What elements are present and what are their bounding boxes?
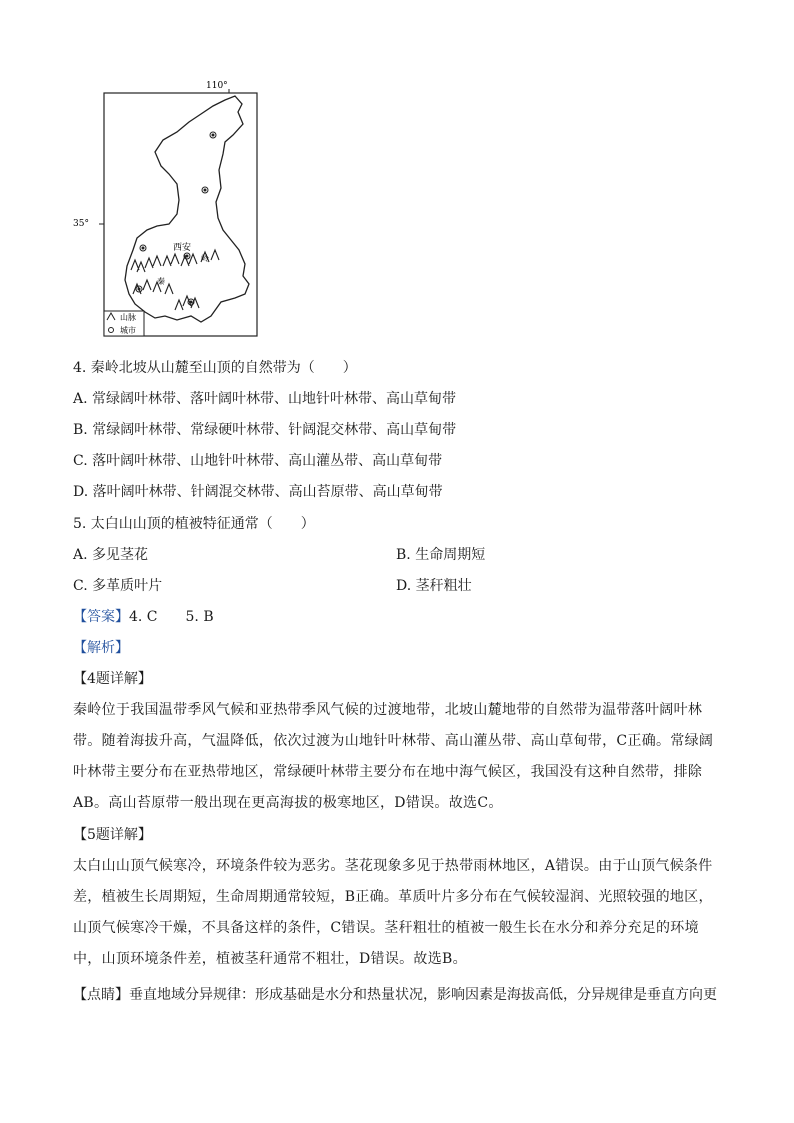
ridge-label: 岭 xyxy=(201,254,209,263)
question-4-option-a: A. 常绿阔叶林带、落叶阔叶林带、山地针叶林带、高山草甸带 xyxy=(73,391,457,407)
question-4-option-b: B. 常绿阔叶林带、常绿硬叶林带、针阔混交林带、高山草甸带 xyxy=(73,422,457,438)
tip-text: 垂直地域分异规律：形成基础是水分和热量状况，影响因素是海拔高低，分异规律是垂直方向更 xyxy=(129,987,717,1003)
question-4-option-c: C. 落叶阔叶林带、山地针叶林带、高山灌丛带、高山草甸带 xyxy=(73,453,443,469)
detail-4-title: 【4题详解】 xyxy=(73,671,152,687)
question-5-option-d: D. 茎秆粗壮 xyxy=(396,578,472,594)
legend-mountain-label: 山脉 xyxy=(120,313,136,322)
question-4-option-d: D. 落叶阔叶林带、针阔混交林带、高山苔原带、高山草甸带 xyxy=(73,484,443,500)
question-4-stem: 4. 秦岭北坡从山麓至山顶的自然带为（ ） xyxy=(73,360,357,376)
analysis-label: 【解析】 xyxy=(73,640,129,656)
answer-label: 【答案】 xyxy=(73,609,129,625)
city-label-xian: 西安 xyxy=(173,243,192,253)
question-5-option-c: C. 多革质叶片 xyxy=(73,578,163,594)
tip-line xyxy=(73,985,717,1005)
answer-line xyxy=(73,607,214,627)
question-5-option-b: B. 生命周期短 xyxy=(396,547,486,563)
city-markers xyxy=(136,132,216,305)
detail-5-title: 【5题详解】 xyxy=(73,827,152,843)
question-5-stem: 5. 太白山山顶的植被特征通常（ ） xyxy=(73,516,315,532)
longitude-label: 110° xyxy=(206,81,228,91)
detail-5-text: 太白山山顶气候寒冷，环境条件较为恶劣。茎花现象多见于热带雨林地区，A错误。由于山顶气候条件差，植被生长周期短，生命周期通常较短，B正确。革质叶片多分布在气候较湿润、光照较强的地区，山顶气候寒冷干燥，不具备这样的条件，C错误。茎秆粗壮的植被一般生长在水分和养分充足的环境中，山顶环境条件差，植被茎秆通常不粗壮，D错误。故选B。 xyxy=(73,858,713,967)
qin-label: 秦 xyxy=(157,277,165,286)
question-5-option-a: A. 多见茎花 xyxy=(73,547,149,563)
legend-city-label: 城市 xyxy=(120,326,136,335)
shaanxi-map-figure xyxy=(73,80,263,342)
tip-label: 【点睛】 xyxy=(73,987,129,1003)
latitude-label: 35° xyxy=(73,219,89,229)
answer-text: 4. C 5. B xyxy=(129,609,214,625)
detail-4-text: 秦岭位于我国温带季风气候和亚热带季风气候的过渡地带，北坡山麓地带的自然带为温带落叶阔叶林带。随着海拔升高，气温降低，依次过渡为山地针叶林带、高山灌丛带、高山草甸带，C正确。常绿阔叶林带主要分布在亚热带地区，常绿硬叶林带主要分布在地中海气候区，我国没有这种自然带，排除AB。高山苔原带一般出现在更高海拔的极寒地区，D错误。故选C。 xyxy=(73,702,714,811)
